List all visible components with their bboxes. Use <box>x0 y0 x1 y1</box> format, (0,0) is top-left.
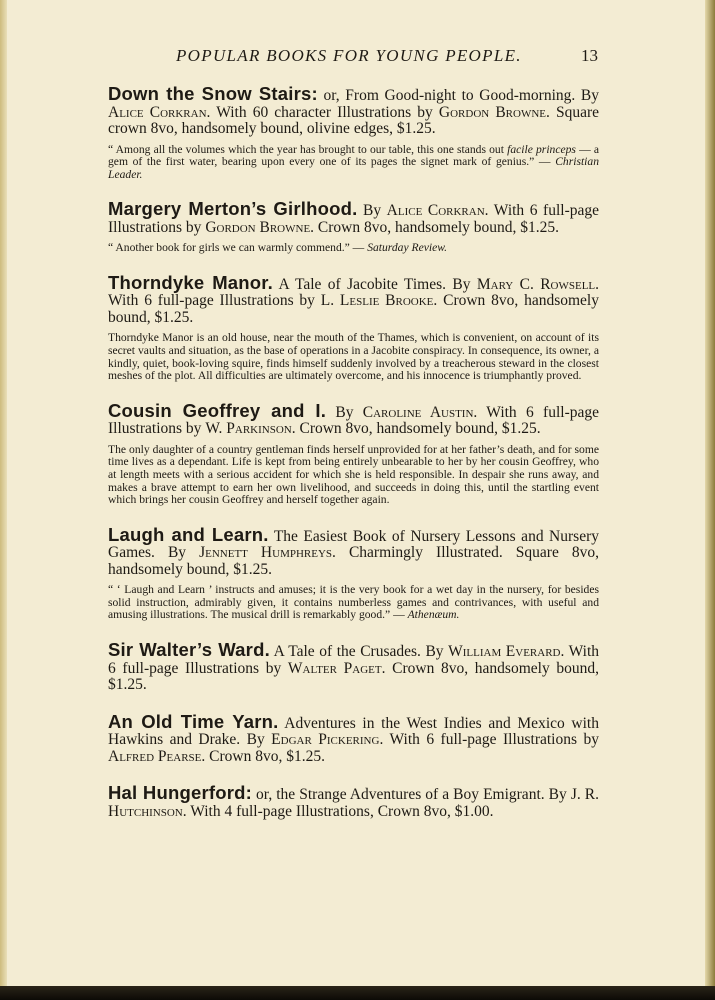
page-edge-right <box>705 0 715 1000</box>
book-list <box>108 83 600 840</box>
review-quote: “ ‘ Laugh and Learn ’ instructs and amuses; it is the very book for a wet day in the nursery, for besides solid instruction, admirably given, it contains numberless games and contrivances, with useful and amusing illustrations. The musical drill is remarkably good.” — Athenæum. <box>108 583 599 622</box>
review-quote: “ Another book for girls we can warmly commend.” — Saturday Review. <box>108 241 448 255</box>
book-description: An Old Time Yarn. Adventures in the West Indies and Mexico with Hawkins and Drake. By Edgar Pickering. With 6 full-page Illustrations by Alfred Pearse. Crown 8vo, $1.25. <box>108 710 599 765</box>
book-description: Margery Merton’s Girlhood. By Alice Corkran. With 6 full-page Illustrations by Gordon Browne. Crown 8vo, handsomely bound, $1.25. <box>108 198 599 236</box>
book-title: Margery Merton’s Girlhood. <box>108 198 358 220</box>
page-edge-left <box>0 0 7 1000</box>
author-name: Alice Corkran <box>108 103 207 121</box>
book-title: Thorndyke Manor. <box>108 271 274 293</box>
book-title: Laugh and Learn. <box>108 523 269 545</box>
book-description: Down the Snow Stairs: or, From Good-night to Good-morning. By Alice Corkran. With 60 character Illustrations by Gordon Browne. Square crown 8vo, handsomely bound, olivine edges, $1.25. <box>108 83 600 137</box>
book-title: An Old Time Yarn. <box>108 710 279 732</box>
book-entry <box>108 399 599 507</box>
book-entry <box>108 710 599 766</box>
book-description: Thorndyke Manor. A Tale of Jacobite Times. By Mary C. Rowsell. With 6 full-page Illustrations by L. Leslie Brooke. Crown 8vo, handsomely bound, $1.25. <box>108 271 600 326</box>
page-header <box>110 46 600 68</box>
author-name: Caroline Austin <box>362 403 474 421</box>
review-source: Saturday Review. <box>367 241 448 255</box>
book-entry <box>108 198 599 255</box>
author-name: Mary C. Rowsell <box>476 275 596 293</box>
book-description: Cousin Geoffrey and I. By Caroline Austin. With 6 full-page Illustrations by W. Parkinson. Crown 8vo, handsomely bound, $1.25. <box>108 399 599 438</box>
book-title: Down the Snow Stairs: <box>108 83 318 104</box>
page-bottom-edge <box>0 986 715 1000</box>
book-entry <box>108 83 600 181</box>
book-title: Hal Hungerford: <box>108 782 252 803</box>
illustrator-name: Walter Paget <box>287 659 382 677</box>
page-number: 13 <box>581 46 598 65</box>
book-description: Sir Walter’s Ward. A Tale of the Crusades. By William Everard. With 6 full-page Illustrations by Walter Paget. Crown 8vo, handsomely bound, $1.25. <box>108 639 600 693</box>
book-synopsis: Thorndyke Manor is an old house, near the mouth of the Thames, which is convenient, on account of its secret vaults and situation, as the base of operations in a Jacobite conspiracy. In consequence, its owner, a kindly, quiet, book-loving squire, finds himself suddenly involved by a treacherous steward in the closest meshes of the plot. All difficulties are ultimately overcome, and his innocence is triumphantly proved. <box>108 331 599 383</box>
book-entry <box>108 782 599 820</box>
illustrator-name: Alfred Pearse <box>108 747 202 765</box>
running-head: POPULAR BOOKS FOR YOUNG PEOPLE. <box>176 46 522 65</box>
book-title: Sir Walter’s Ward. <box>108 639 270 660</box>
review-source: Christian Leader. <box>108 155 599 181</box>
author-name: Edgar Pickering <box>271 731 380 748</box>
illustrator-name: Gordon Browne <box>205 218 311 236</box>
illustrator-name: W. Parkinson <box>205 420 292 438</box>
book-title: Cousin Geoffrey and I. <box>108 399 327 421</box>
book-description: Laugh and Learn. The Easiest Book of Nursery Lessons and Nursery Games. By Jennett Humphreys. Charmingly Illustrated. Square 8vo, handsomely bound, $1.25. <box>108 523 599 578</box>
illustrator-name: L. Leslie Brooke <box>320 292 434 310</box>
book-entry <box>108 523 599 622</box>
author-name: Alice Corkran <box>386 202 485 220</box>
author-name: J. R. Hutchinson <box>108 786 599 820</box>
author-name: Jennett Humphreys <box>199 544 333 562</box>
book-synopsis: The only daughter of a country gentleman finds herself unprovided for at her father’s death, and for some time lives as a dependant. Life is kept from being entirely unbearable to her by her cousin Geoffrey, who at length meets with a serious accident for which she is held responsible. In despair she runs away, and makes a brave attempt to earn her own livelihood, and succeeds in doing this, until the startling event which brings her cousin Geoffrey and herself together again. <box>108 442 599 507</box>
book-entry <box>108 639 600 694</box>
book-description: Hal Hungerford: or, the Strange Adventures of a Boy Emigrant. By J. R. Hutchinson. With 4 full-page Illustrations, Crown 8vo, $1.00. <box>108 782 599 820</box>
review-quote: “ Among all the volumes which the year has brought to our table, this one stands out facile princeps — a gem of the first water, bearing upon every one of its pages the signet mark of genius.” — Christian Leader. <box>108 142 600 181</box>
review-source: Athenæum. <box>407 608 460 622</box>
author-name: William Everard <box>448 643 561 660</box>
book-entry <box>108 271 600 383</box>
illustrator-name: Gordon Browne <box>438 103 546 121</box>
